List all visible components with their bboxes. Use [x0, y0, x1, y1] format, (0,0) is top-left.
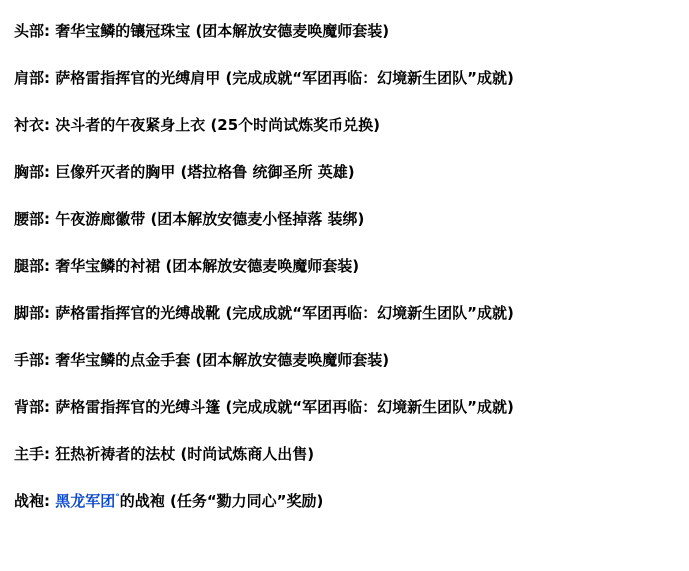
item-text: 午夜游廊徽带 (团本解放安德麦小怪掉落 装绑) [50, 210, 365, 228]
item-text: 萨格雷指挥官的光缚战靴 (完成成就“军团再临：幻境新生团队”成就) [50, 304, 514, 322]
list-item-tabard [14, 484, 689, 531]
list-item [14, 249, 689, 296]
slot-label: 肩部: [14, 69, 50, 87]
slot-label: 衬衣: [14, 116, 50, 134]
item-text: 奢华宝鳞的点金手套 (团本解放安德麦唤魔师套装) [50, 351, 390, 369]
slot-label: 背部: [14, 398, 50, 416]
item-text: 萨格雷指挥官的光缚斗篷 (完成成就“军团再临：幻境新生团队”成就) [50, 398, 514, 416]
list-item-content [14, 484, 689, 509]
link-label: 黑龙军团 [55, 492, 116, 510]
list-item [14, 437, 689, 484]
list-item [14, 61, 689, 108]
link-superscript: ° [115, 493, 120, 503]
slot-label: 胸部: [14, 163, 50, 181]
item-text: 巨像歼灭者的胸甲 (塔拉格鲁 统御圣所 英雄) [50, 163, 355, 181]
item-text: 奢华宝鳞的镶冠珠宝 (团本解放安德麦唤魔师套装) [50, 22, 390, 40]
list-item-content [14, 296, 689, 321]
slot-label: 头部: [14, 22, 50, 40]
list-item-content [14, 61, 689, 86]
list-item [14, 296, 689, 343]
item-text: 奢华宝鳞的衬裙 (团本解放安德麦唤魔师套装) [50, 257, 360, 275]
black-dragonflight-link[interactable] [55, 492, 120, 510]
slot-label: 战袍: [14, 492, 50, 510]
list-item-content [14, 437, 689, 462]
item-text: 决斗者的午夜紧身上衣 (25个时尚试炼奖币兑换) [50, 116, 381, 134]
list-item-content [14, 202, 689, 227]
list-item [14, 390, 689, 437]
slot-label: 腰部: [14, 210, 50, 228]
list-item [14, 202, 689, 249]
list-item-content [14, 14, 689, 39]
item-text: 狂热祈祷者的法杖 (时尚试炼商人出售) [50, 445, 315, 463]
item-text: 萨格雷指挥官的光缚肩甲 (完成成就“军团再临：幻境新生团队”成就) [50, 69, 514, 87]
list-item-content [14, 155, 689, 180]
list-item [14, 14, 689, 61]
slot-label: 脚部: [14, 304, 50, 322]
slot-label: 腿部: [14, 257, 50, 275]
list-item-content [14, 108, 689, 133]
list-item [14, 108, 689, 155]
list-item-content [14, 343, 689, 368]
list-item-content [14, 249, 689, 274]
list-item [14, 155, 689, 202]
list-item-content [14, 390, 689, 415]
slot-label: 主手: [14, 445, 50, 463]
item-text: 的战袍 (任务“勠力同心”奖励) [119, 492, 324, 510]
slot-label: 手部: [14, 351, 50, 369]
list-item [14, 343, 689, 390]
